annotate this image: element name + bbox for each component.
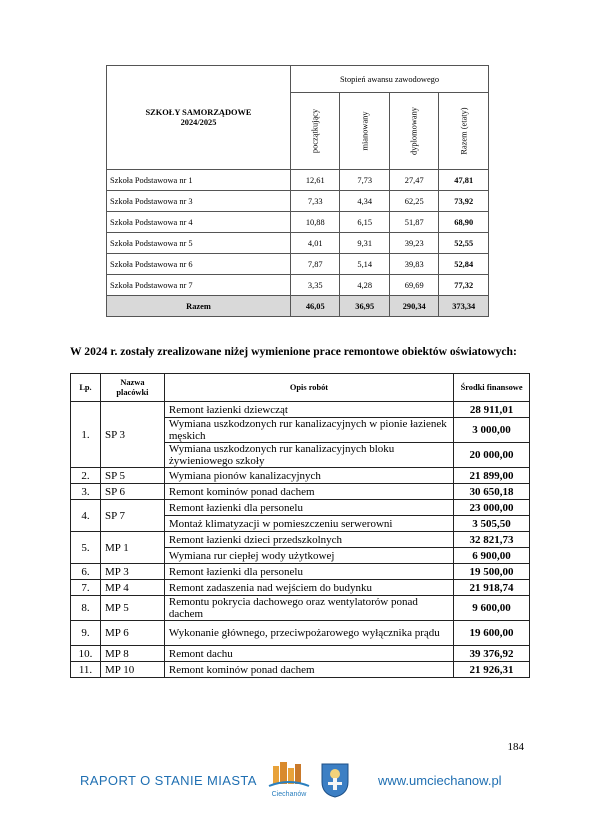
cell-opis: Wymiana rur ciepłej wody użytkowej <box>164 548 453 564</box>
cell-v2: 7,73 <box>340 170 389 191</box>
cell-placowka: MP 3 <box>100 564 164 580</box>
cell-placowka: MP 1 <box>100 532 164 564</box>
col-header-beginner: początkujący <box>291 93 340 170</box>
cell-opis: Wymiana pionów kanalizacyjnych <box>164 468 453 484</box>
table-row <box>71 564 530 580</box>
cell-placowka: SP 5 <box>100 468 164 484</box>
table-row <box>71 532 530 548</box>
cell-total: 77,32 <box>439 275 489 296</box>
cell-kwota: 3 505,50 <box>454 516 530 532</box>
cell-kwota: 21 918,74 <box>454 580 530 596</box>
cell-kwota: 21 899,00 <box>454 468 530 484</box>
col-header-chartered: dyplomowany <box>389 93 438 170</box>
total-cell-v1: 46,05 <box>291 296 340 317</box>
cell-v2: 5,14 <box>340 254 389 275</box>
cell-kwota: 9 600,00 <box>454 596 530 621</box>
cell-total: 52,84 <box>439 254 489 275</box>
cell-placowka: SP 7 <box>100 500 164 532</box>
cell-v3: 51,87 <box>389 212 438 233</box>
cell-v2: 6,15 <box>340 212 389 233</box>
cell-kwota: 19 600,00 <box>454 621 530 646</box>
cell-kwota: 30 650,18 <box>454 484 530 500</box>
cell-lp: 8. <box>71 596 101 621</box>
city-logo-icon <box>265 760 313 800</box>
header-srodki: Środki finansowe <box>454 374 530 402</box>
cell-total: 73,92 <box>439 191 489 212</box>
col-header-appointed: mianowany <box>340 93 389 170</box>
cell-v1: 7,33 <box>291 191 340 212</box>
cell-placowka: SP 3 <box>100 402 164 468</box>
cell-lp: 7. <box>71 580 101 596</box>
table-row <box>71 484 530 500</box>
cell-opis: Remont kominów ponad dachem <box>164 484 453 500</box>
cell-v3: 27,47 <box>389 170 438 191</box>
cell-v1: 12,61 <box>291 170 340 191</box>
cell-v1: 4,01 <box>291 233 340 254</box>
table-row <box>107 170 489 191</box>
cell-opis: Wymiana uszkodzonych rur kanalizacyjnych bloku żywieniowego szkoły <box>164 443 453 468</box>
school-header-line: SZKOŁY SAMORZĄDOWE <box>145 107 252 117</box>
cell-opis: Montaż klimatyzacji w pomieszczeniu serwerowni <box>164 516 453 532</box>
school-header <box>107 66 291 170</box>
footer-report-title: RAPORT O STANIE MIASTA <box>80 773 257 788</box>
group-header: Stopień awansu zawodowego <box>291 66 489 93</box>
cell-kwota: 20 000,00 <box>454 443 530 468</box>
cell-lp: 9. <box>71 621 101 646</box>
cell-lp: 1. <box>71 402 101 468</box>
total-cell-v2: 36,95 <box>340 296 389 317</box>
cell-placowka: MP 10 <box>100 662 164 678</box>
cell-opis: Wykonanie głównego, przeciwpożarowego wyłącznika prądu <box>164 621 453 646</box>
cell-opis: Remont łazienki dziewcząt <box>164 402 453 418</box>
table-row <box>71 402 530 418</box>
cell-total: 52,55 <box>439 233 489 254</box>
total-row <box>107 296 489 317</box>
cell-opis: Remont łazienki dla personelu <box>164 564 453 580</box>
cell-name: Szkoła Podstawowa nr 6 <box>107 254 291 275</box>
table-row <box>107 254 489 275</box>
table-row <box>107 212 489 233</box>
table-row <box>71 621 530 646</box>
renovations-table <box>70 373 530 678</box>
cell-v2: 4,28 <box>340 275 389 296</box>
cell-opis: Remont zadaszenia nad wejściem do budynku <box>164 580 453 596</box>
cell-kwota: 21 926,31 <box>454 662 530 678</box>
cell-v3: 62,25 <box>389 191 438 212</box>
cell-placowka: MP 8 <box>100 646 164 662</box>
table-row <box>107 233 489 254</box>
cell-opis: Remont kominów ponad dachem <box>164 662 453 678</box>
cell-placowka: MP 4 <box>100 580 164 596</box>
cell-v1: 10,88 <box>291 212 340 233</box>
cell-v3: 39,23 <box>389 233 438 254</box>
table-row <box>71 500 530 516</box>
cell-kwota: 32 821,73 <box>454 532 530 548</box>
cell-placowka: SP 6 <box>100 484 164 500</box>
school-header-line: 2024/2025 <box>180 117 217 127</box>
cell-v3: 39,83 <box>389 254 438 275</box>
svg-text:Ciechanów: Ciechanów <box>271 791 307 798</box>
cell-opis: Remont łazienki dla personelu <box>164 500 453 516</box>
cell-v1: 7,87 <box>291 254 340 275</box>
cell-name: Szkoła Podstawowa nr 4 <box>107 212 291 233</box>
cell-opis: Remont łazienki dzieci przedszkolnych <box>164 532 453 548</box>
table-row <box>71 662 530 678</box>
col-header-total: Razem (etaty) <box>439 93 489 170</box>
cell-kwota: 39 376,92 <box>454 646 530 662</box>
total-cell-name: Razem <box>107 296 291 317</box>
cell-lp: 4. <box>71 500 101 532</box>
cell-name: Szkoła Podstawowa nr 7 <box>107 275 291 296</box>
teachers-table <box>106 65 489 317</box>
table-row <box>71 468 530 484</box>
cell-v2: 9,31 <box>340 233 389 254</box>
cell-name: Szkoła Podstawowa nr 5 <box>107 233 291 254</box>
cell-opis: Wymiana uszkodzonych rur kanalizacyjnych w pionie łazienek męskich <box>164 418 453 443</box>
cell-lp: 11. <box>71 662 101 678</box>
table-row <box>107 275 489 296</box>
section-heading: W 2024 r. zostały zrealizowane niżej wymienione prace remontowe obiektów oświatowych: <box>70 345 517 358</box>
cell-placowka: MP 6 <box>100 621 164 646</box>
header-lp: Lp. <box>71 374 101 402</box>
cell-total: 68,90 <box>439 212 489 233</box>
header-opis: Opis robót <box>164 374 453 402</box>
cell-lp: 10. <box>71 646 101 662</box>
cell-v1: 3,35 <box>291 275 340 296</box>
total-cell-total: 373,34 <box>439 296 489 317</box>
cell-v2: 4,34 <box>340 191 389 212</box>
cell-placowka: MP 5 <box>100 596 164 621</box>
cell-lp: 2. <box>71 468 101 484</box>
cell-kwota: 19 500,00 <box>454 564 530 580</box>
cell-kwota: 28 911,01 <box>454 402 530 418</box>
cell-name: Szkoła Podstawowa nr 3 <box>107 191 291 212</box>
header-placowka: Nazwa placówki <box>100 374 164 402</box>
cell-lp: 6. <box>71 564 101 580</box>
table-row <box>107 191 489 212</box>
footer-website: www.umciechanow.pl <box>378 773 502 788</box>
total-cell-v3: 290,34 <box>389 296 438 317</box>
cell-total: 47,81 <box>439 170 489 191</box>
cell-lp: 5. <box>71 532 101 564</box>
coat-of-arms-icon <box>320 762 350 798</box>
cell-kwota: 3 000,00 <box>454 418 530 443</box>
cell-lp: 3. <box>71 484 101 500</box>
page-number: 184 <box>507 741 524 753</box>
table-row <box>71 596 530 621</box>
cell-kwota: 6 900,00 <box>454 548 530 564</box>
table-row <box>71 580 530 596</box>
cell-opis: Remont dachu <box>164 646 453 662</box>
cell-name: Szkoła Podstawowa nr 1 <box>107 170 291 191</box>
table-row <box>71 646 530 662</box>
cell-kwota: 23 000,00 <box>454 500 530 516</box>
cell-opis: Remontu pokrycia dachowego oraz wentylatorów ponad dachem <box>164 596 453 621</box>
cell-v3: 69,69 <box>389 275 438 296</box>
